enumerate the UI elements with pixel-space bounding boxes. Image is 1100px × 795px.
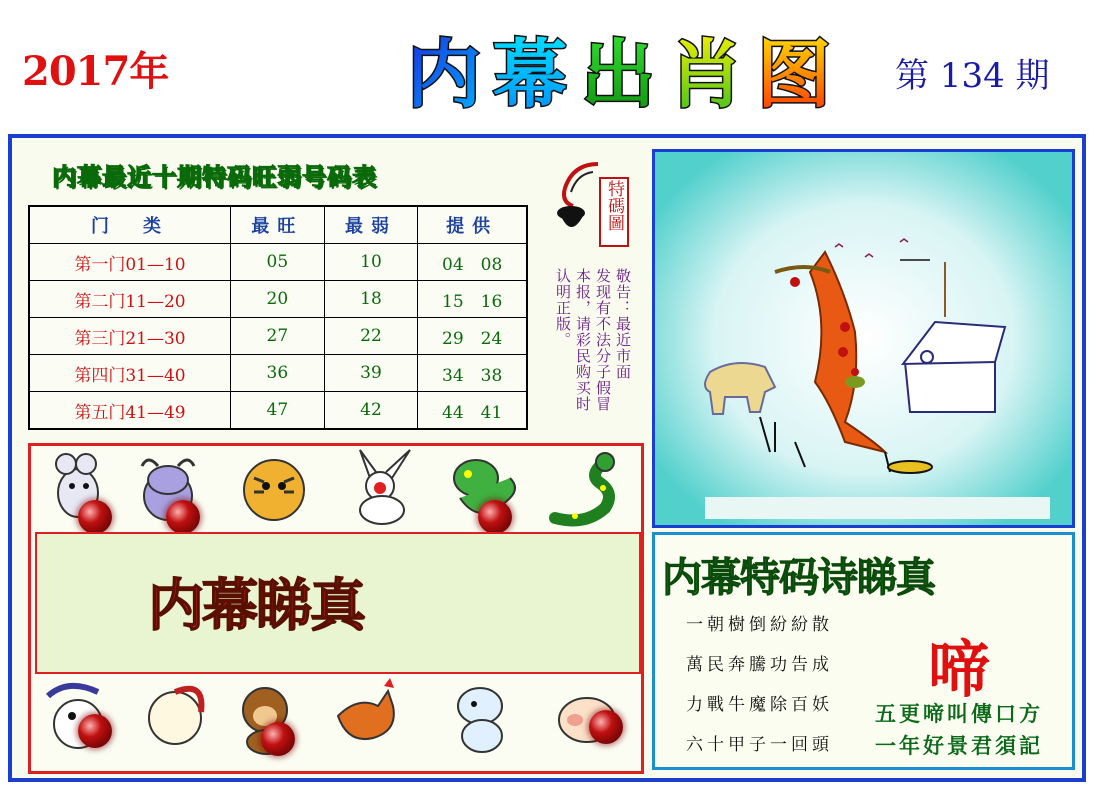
hint-line: 一年好景君須記 (875, 733, 1043, 758)
rabbit-icon (340, 448, 430, 528)
cell-provide: 04 08 (418, 244, 527, 281)
poem-title: 内幕特码诗睇真 (662, 554, 935, 601)
notice (548, 268, 632, 438)
cell-provide: 44 41 (418, 392, 527, 430)
table-title: 内幕最近十期特码旺弱号码表 (52, 162, 377, 191)
col-header-min: 最弱 (324, 206, 418, 244)
pig-icon (545, 676, 635, 756)
goat-icon (135, 676, 225, 756)
ball-marker (166, 500, 200, 534)
notice-line: 认明正版。 (554, 268, 572, 348)
cell-door: 第一门01—10 (29, 244, 231, 281)
riddle-illustration (655, 152, 1072, 525)
hint-line: 五更啼叫傳口方 (875, 701, 1043, 726)
cell-min: 22 (324, 318, 418, 355)
year-label: 2017年 (22, 48, 169, 95)
cell-door: 第三门21—30 (29, 318, 231, 355)
poem-line: 六十甲子一回頭 (686, 735, 833, 755)
notice-line: 本报，请彩民购买时 (574, 268, 592, 412)
col-header-category: 门 类 (29, 206, 231, 244)
ball-marker (78, 500, 112, 534)
banner-char-4: 肖 (669, 32, 743, 112)
cell-min: 18 (324, 281, 418, 318)
poem-line: 一朝樹倒紛紛散 (686, 615, 833, 635)
banner-char-2: 幕 (493, 32, 567, 112)
banner-char-5: 图 (757, 32, 831, 112)
cell-max: 47 (231, 392, 325, 430)
table-header-row (29, 206, 527, 244)
rat-icon (40, 448, 130, 528)
cell-provide: 34 38 (418, 355, 527, 392)
hot-cold-table (28, 205, 528, 430)
poem-line: 力戰牛魔除百妖 (686, 695, 833, 715)
ox-icon (128, 448, 218, 528)
cell-min: 10 (324, 244, 418, 281)
banner-char-1: 内 (407, 32, 481, 112)
dragon-icon (440, 448, 530, 528)
issue-number: 第 134 期 (895, 56, 1050, 96)
seal-logo (553, 158, 633, 248)
col-header-provide: 提供 (418, 206, 527, 244)
cell-door: 第二门11—20 (29, 281, 231, 318)
cell-provide: 29 24 (418, 318, 527, 355)
table-row (29, 355, 527, 392)
table-row (29, 318, 527, 355)
cell-provide: 15 16 (418, 281, 527, 318)
ball-marker (261, 722, 295, 756)
middle-title: 内幕睇真 (148, 573, 364, 639)
rooster-icon (318, 676, 408, 756)
snake-icon (545, 448, 635, 528)
tiger-icon (232, 448, 322, 528)
cell-max: 27 (231, 318, 325, 355)
notice-line: 发现有不法分子假冒 (594, 268, 612, 412)
seal-text: 特碼圖 (604, 180, 624, 231)
table-row (29, 244, 527, 281)
ball-marker (78, 714, 112, 748)
cell-door: 第四门31—40 (29, 355, 231, 392)
cell-min: 42 (324, 392, 418, 430)
cell-door: 第五门41—49 (29, 392, 231, 430)
banner-char-3: 出 (581, 32, 655, 112)
cell-max: 05 (231, 244, 325, 281)
riddle-picture (652, 149, 1075, 528)
horse-icon (38, 676, 128, 756)
dog-icon (440, 676, 530, 756)
poem-line: 萬民奔騰功告成 (686, 655, 833, 675)
banner-title (405, 28, 845, 112)
table-row (29, 281, 527, 318)
cell-max: 36 (231, 355, 325, 392)
col-header-max: 最旺 (231, 206, 325, 244)
ball-marker (478, 500, 512, 534)
notice-line: 敬告：最近市面 (614, 268, 632, 380)
cell-max: 20 (231, 281, 325, 318)
table-row (29, 392, 527, 430)
monkey-icon (225, 676, 315, 756)
ball-marker (589, 710, 623, 744)
cell-min: 39 (324, 355, 418, 392)
hint-character: 啼 (928, 633, 991, 706)
